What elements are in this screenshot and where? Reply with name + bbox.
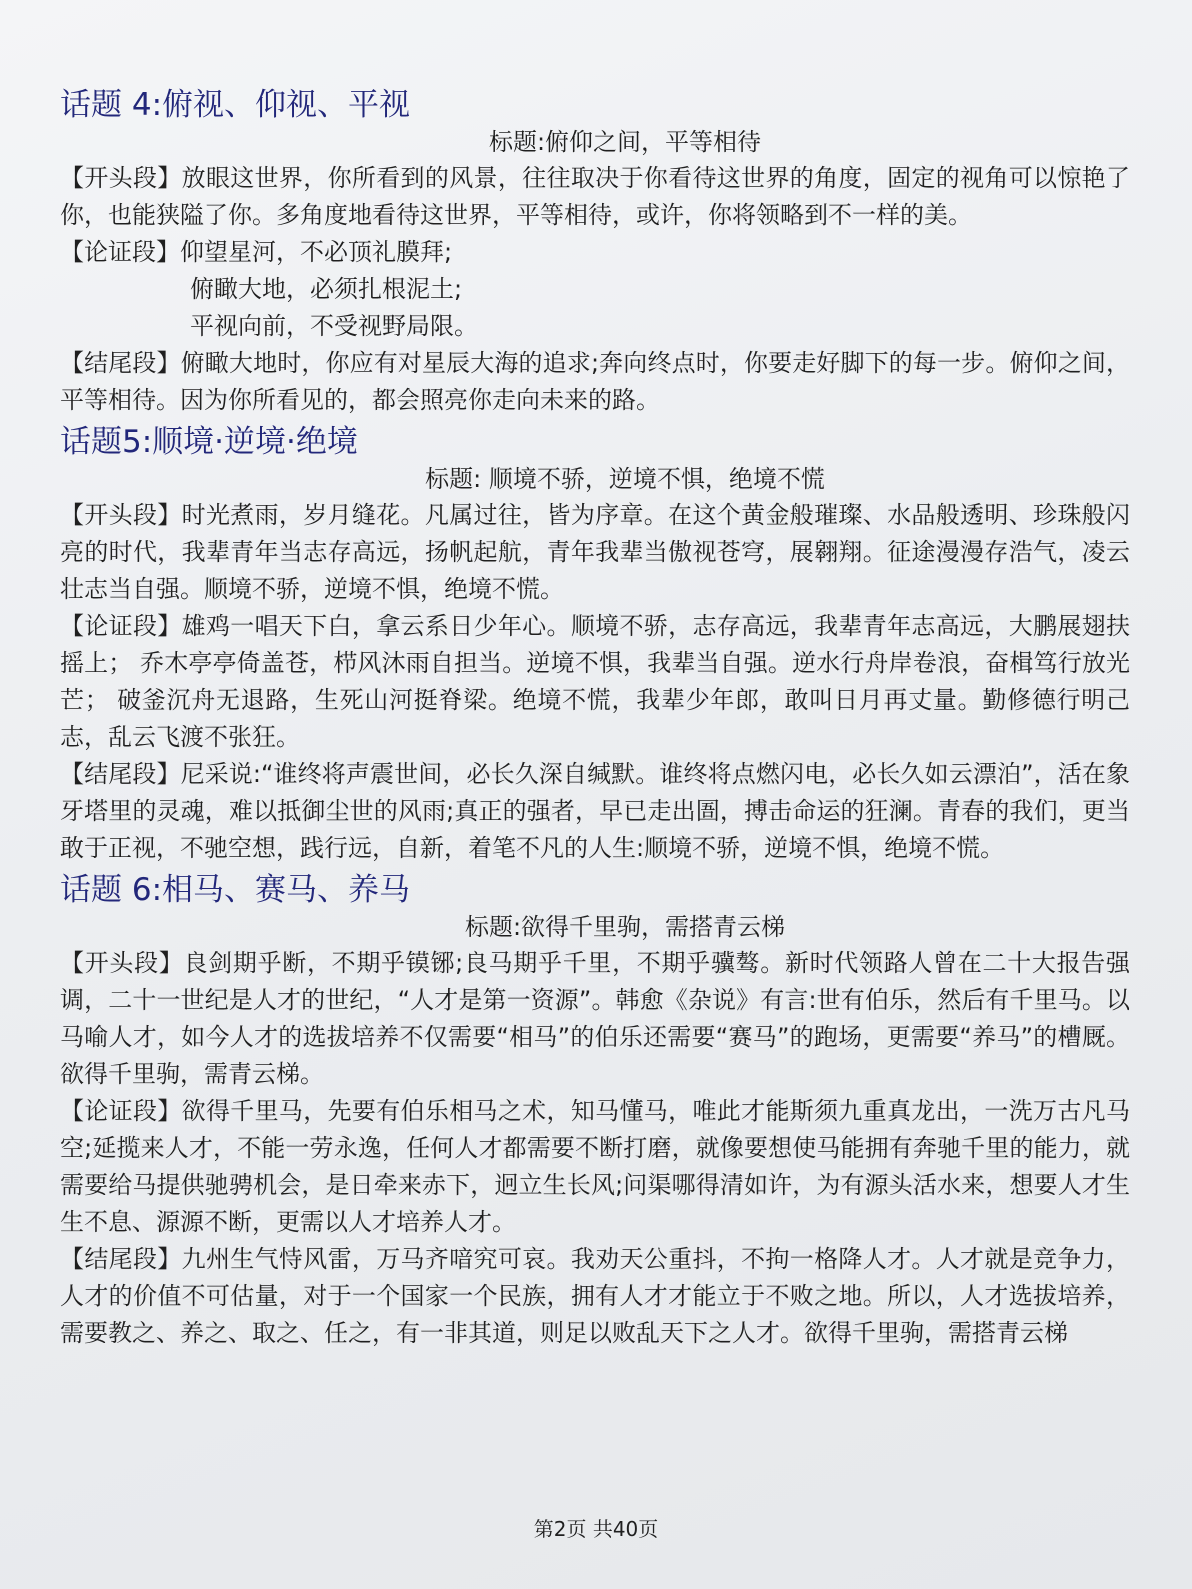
argument-paragraph: 【论证段】欲得千里马，先要有伯乐相马之术，知马懂马，唯此才能斯须九重真龙出，一洗万古凡马空;延揽来人才，不能一劳永逸，任何人才都需要不断打磨，就像要想使马能拥有奔驰千里的能力，就需要给马提供驰骋机会，是日牵来赤下，迥立生长风;问渠哪得清如许，为有源头活水来，想要人才生生不息、源源不断，更需以人才培养人才。 bbox=[60, 1097, 1130, 1236]
opening-paragraph: 【开头段】时光煮雨，岁月缝花。凡属过往，皆为序章。在这个黄金般璀璨、水品般透明、珍珠般闪亮的时代，我辈青年当志存高远，扬帆起航，青年我辈当傲视苍穹，展翱翔。征途漫漫存浩气，凌云壮志当自强。顺境不骄，逆境不惧，绝境不慌。 bbox=[60, 501, 1130, 603]
argument-line-text: 仰望星河，不必顶礼膜拜; bbox=[180, 238, 453, 266]
argument-line bbox=[60, 234, 1130, 271]
argument-line: 平视向前，不受视野局限。 bbox=[190, 312, 478, 340]
opening-paragraph: 【开头段】良剑期乎断，不期乎镆铘;良马期乎千里，不期乎骥骜。新时代领路人曾在二十大报告强调，二十一世纪是人才的世纪，“人才是第一资源”。韩愈《杂说》有言:世有伯乐，然后有千里马。以马喻人才，如今人才的选拔培养不仅需要“相马”的伯乐还需要“赛马”的跑场，更需要“养马”的槽厩。欲得千里驹，需青云梯。 bbox=[60, 949, 1130, 1088]
topic-heading: 话题5:顺境·逆境·绝境 bbox=[60, 424, 358, 460]
essay-title: 标题:俯仰之间，平等相待 bbox=[488, 128, 762, 156]
essay-title: 标题: 顺境不骄，逆境不惧，绝境不慌 bbox=[425, 465, 825, 493]
ending-paragraph: 【结尾段】俯瞰大地时，你应有对星辰大海的追求;奔向终点时，你要走好脚下的每一步。俯仰之间，平等相待。因为你所看见的，都会照亮你走向未来的路。 bbox=[60, 349, 1130, 414]
ending-paragraph: 【结尾段】九州生气恃风雷，万马齐喑究可哀。我劝天公重抖，不拘一格降人才。人才就是竞争力，人才的价值不可估量，对于一个国家一个民族，拥有人才才能立于不败之地。所以，人才选拔培养，需要教之、养之、取之、任之，有一非其道，则足以败乱天下之人才。欲得千里驹，需搭青云梯 bbox=[60, 1245, 1130, 1347]
argument-paragraph bbox=[60, 234, 1130, 345]
opening-paragraph: 【开头段】放眼这世界，你所看到的风景，往往取决于你看待这世界的角度，固定的视角可以惊艳了你，也能狭隘了你。多角度地看待这世界，平等相待，或许，你将领略到不一样的美。 bbox=[60, 164, 1130, 229]
page-number: 第2页 共40页 bbox=[533, 1517, 659, 1541]
essay-title: 标题:欲得千里驹，需搭青云梯 bbox=[464, 913, 786, 941]
ending-paragraph: 【结尾段】尼采说:“谁终将声震世间，必长久深自缄默。谁终将点燃闪电，必长久如云漂泊”，活在象牙塔里的灵魂，难以抵御尘世的风雨;真正的强者，早已走出圄，搏击命运的狂澜。青春的我们，更当敢于正视，不驰空想，践行远，自新，着笔不凡的人生:顺境不骄，逆境不惧，绝境不慌。 bbox=[60, 760, 1130, 862]
topic-heading: 话题 6:相马、赛马、养马 bbox=[60, 872, 411, 908]
argument-label: 【论证段】 bbox=[60, 238, 180, 266]
topic-heading: 话题 4:俯视、仰视、平视 bbox=[60, 87, 411, 123]
argument-paragraph: 【论证段】雄鸡一唱天下白，拿云系日少年心。顺境不骄，志存高远，我辈青年志高远，大鹏展翅扶摇上； 乔木亭亭倚盖苍，栉风沐雨自担当。逆境不惧，我辈当自强。逆水行舟岸卷浪，奋楫笃行放光芒； 破釜沉舟无退路，生死山河挺脊梁。绝境不慌，我辈少年郎，敢叫日月再丈量。勤修德行明己志，乱云飞渡不张狂。 bbox=[60, 612, 1130, 751]
document-body bbox=[60, 84, 1130, 1352]
argument-line: 俯瞰大地，必须扎根泥土; bbox=[190, 275, 463, 303]
